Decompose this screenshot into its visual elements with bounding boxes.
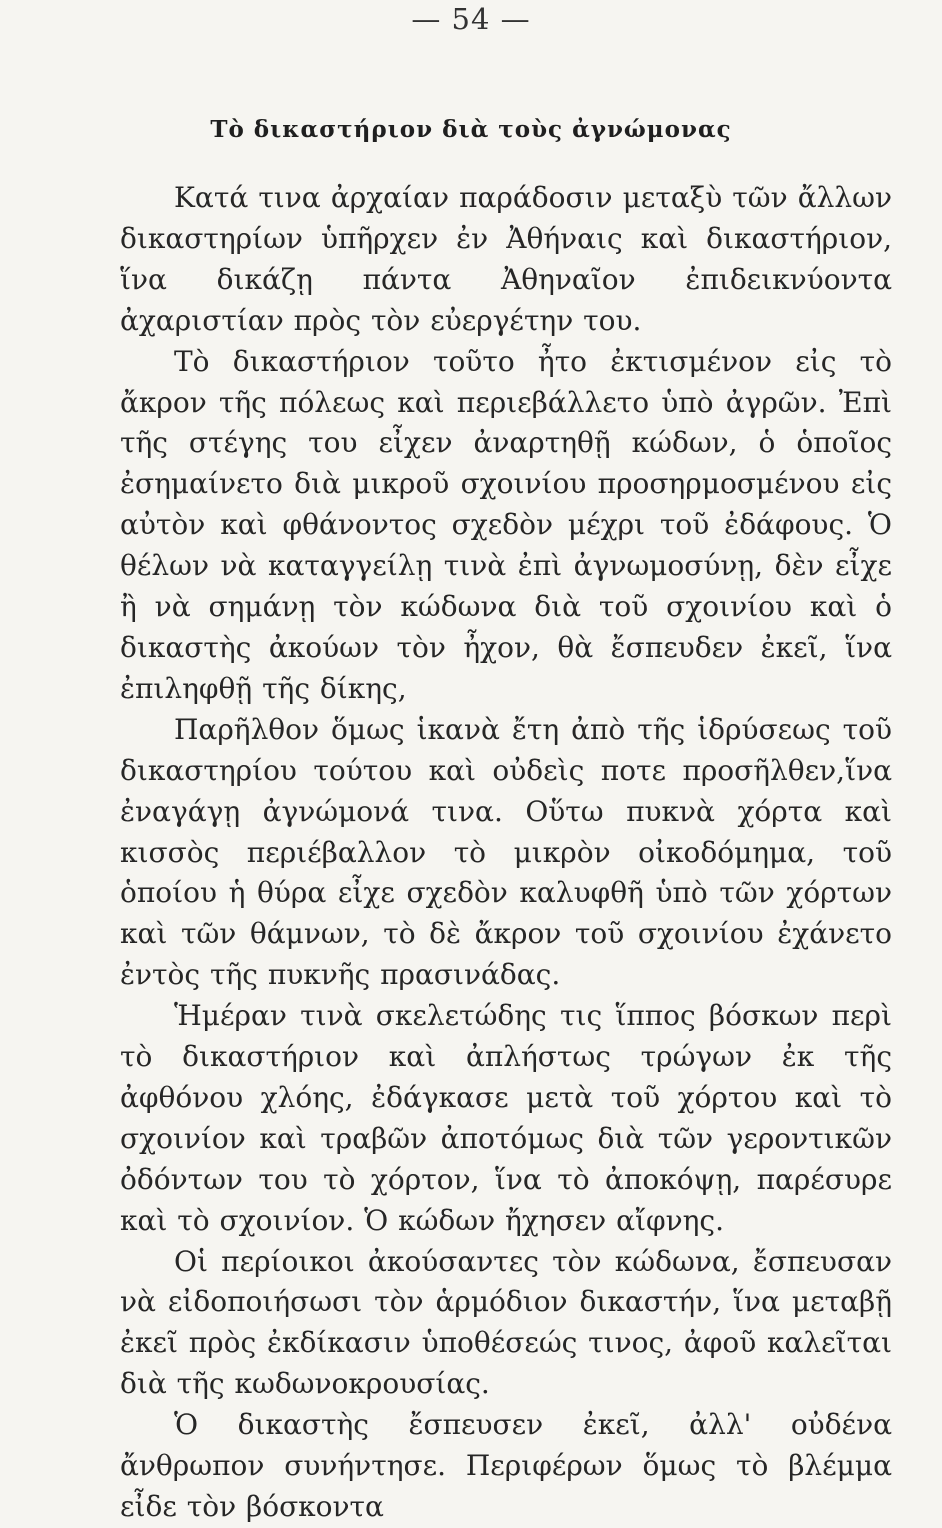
paragraph-2: Τὸ δικαστήριον τοῦτο ἦτο ἐκτισμένον εἰς τὸ ἄκρον τῆς πόλεως καὶ περιεβάλλετο ὑπὸ ἀγρῶν. Ἐπὶ τῆς στέγης του εἶχεν ἀναρτηθῇ κώδων, ὁ ὁποῖος ἐσημαίνετο διὰ μικροῦ σχοινίου προσηρμοσμένου εἰς αὐτὸν καὶ φθάνοντος σχεδὸν μέχρι τοῦ ἐδάφους. Ὁ θέλων νὰ καταγγείλῃ τινὰ ἐπὶ ἀγνωμοσύνῃ, δὲν εἶχε ἢ νὰ σημάνῃ τὸν κώδωνα διὰ τοῦ σχοινίου καὶ ὁ δικαστὴς ἀκούων τὸν ἦχον, θὰ ἔσπευδεν ἐκεῖ, ἵνα ἐπιληφθῇ τῆς δίκης,: [120, 344, 892, 705]
page-number: — 54 —: [411, 2, 531, 36]
paragraph-1: Κατά τινα ἀρχαίαν παράδοσιν μεταξὺ τῶν ἄλλων δικαστηρίων ὑπῆρχεν ἐν Ἀθήναις καὶ δικαστήριον, ἵνα δικάζῃ πάντα Ἀθηναῖον ἐπιδεικνύοντα ἀχαριστίαν πρὸς τὸν εὐεργέτην του.: [120, 181, 892, 337]
paragraph-4: Ἡμέραν τινὰ σκελετώδης τις ἵππος βόσκων περὶ τὸ δικαστήριον καὶ ἀπλήστως τρώγων ἐκ τῆς ἀφθόνου χλόης, ἐδάγκασε μετὰ τοῦ χόρτου καὶ τὸ σχοινίον καὶ τραβῶν ἀποτόμως διὰ τῶν γεροντικῶν ὀδόντων του τὸ χόρτον, ἵνα τὸ ἀποκόψῃ, παρέσυρε καὶ τὸ σχοινίον. Ὁ κώδων ἤχησεν αἴφνης.: [120, 999, 892, 1237]
body-text: [120, 178, 892, 1528]
chapter-heading: Τὸ δικαστήριον διὰ τοὺς ἀγνώμονας: [210, 116, 732, 143]
paragraph-5: Οἱ περίοικοι ἀκούσαντες τὸν κώδωνα, ἔσπευσαν νὰ εἰδοποιήσωσι τὸν ἁρμόδιον δικαστήν, ἵνα μεταβῇ ἐκεῖ πρὸς ἐκδίκασιν ὑποθέσεώς τινος, ἀφοῦ καλεῖται διὰ τῆς κωδωνοκρουσίας.: [120, 1244, 892, 1401]
paragraph-6: Ὁ δικαστὴς ἔσπευσεν ἐκεῖ, ἀλλ' οὐδένα ἄνθρωπον συνήντησε. Περιφέρων ὅμως τὸ βλέμμα εἶδε τὸν βόσκοντα: [120, 1408, 892, 1523]
paragraph-3: Παρῆλθον ὅμως ἱκανὰ ἔτη ἀπὸ τῆς ἱδρύσεως τοῦ δικαστηρίου τούτου καὶ οὐδεὶς ποτε προσῆλθεν,ἵνα ἐναγάγῃ ἀγνώμονά τινα. Οὕτω πυκνὰ χόρτα καὶ κισσὸς περιέβαλλον τὸ μικρὸν οἰκοδόμημα, τοῦ ὁποίου ἡ θύρα εἶχε σχεδὸν καλυφθῆ ὑπὸ τῶν χόρτων καὶ τῶν θάμνων, τὸ δὲ ἄκρον τοῦ σχοινίου ἐχάνετο ἐντὸς τῆς πυκνῆς πρασινάδας.: [120, 712, 892, 992]
